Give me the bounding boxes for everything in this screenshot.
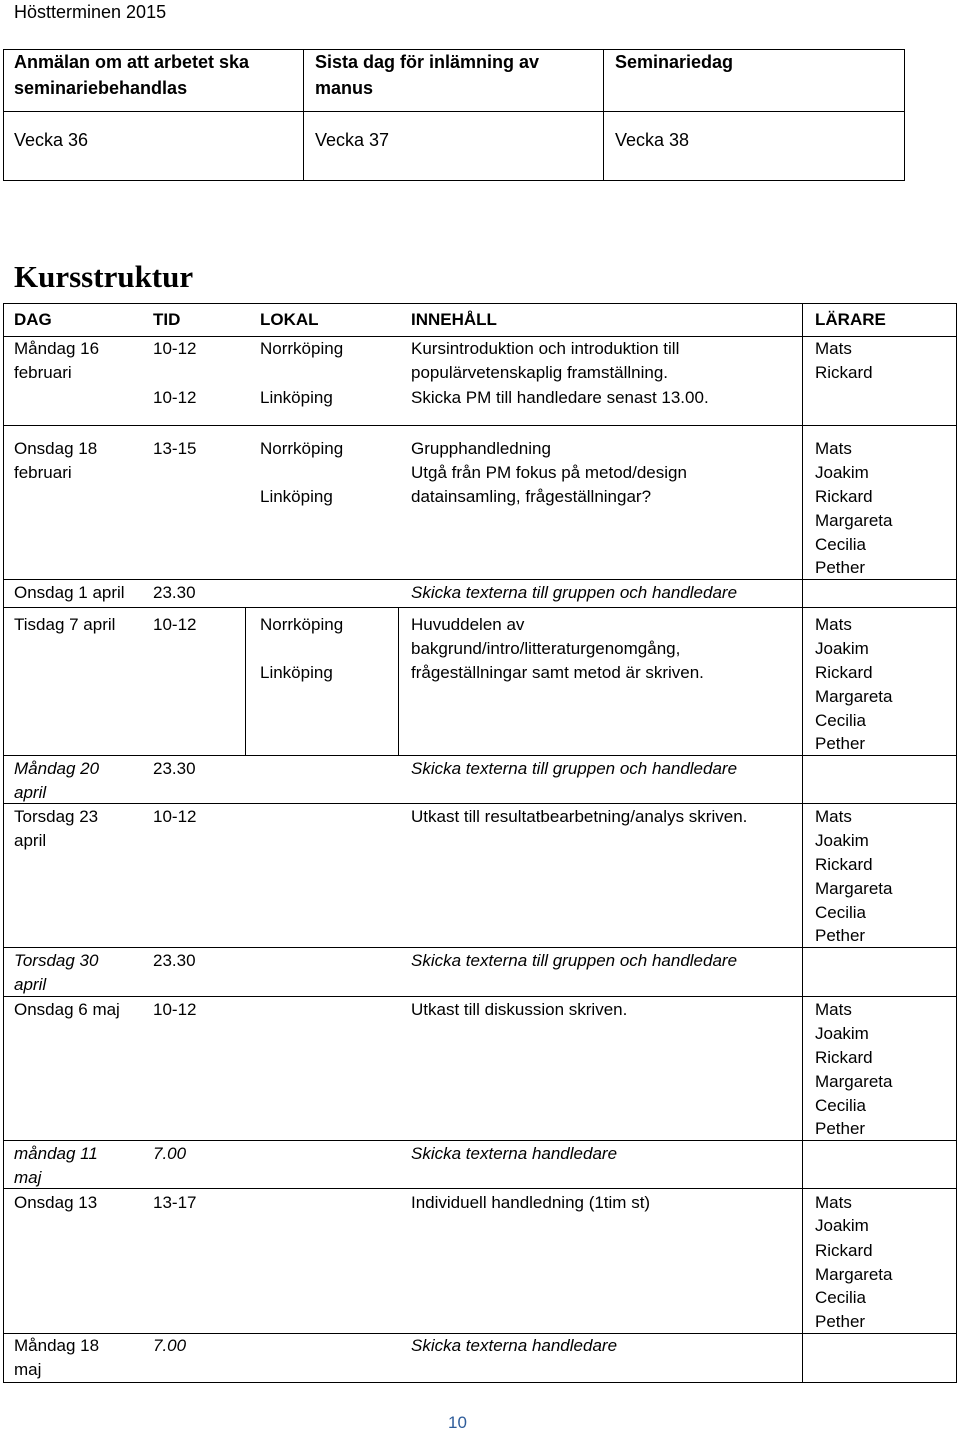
row-day: Måndag 20	[14, 759, 100, 778]
row-teacher: Pether	[815, 558, 866, 577]
row-content: Skicka texterna handledare	[411, 1144, 618, 1163]
row-teacher: Mats	[815, 439, 852, 458]
deadline-value-registration: Vecka 36	[14, 130, 89, 150]
deadline-header-manuscript: Sista dag för inlämning av manus	[315, 52, 540, 98]
deadline-value-seminar: Vecka 38	[615, 130, 690, 150]
row-content: frågeställningar samt metod är skriven.	[411, 663, 704, 682]
row-teacher: Mats	[815, 1000, 852, 1019]
row-teacher: Rickard	[815, 1241, 873, 1260]
row-day: maj	[14, 1168, 42, 1187]
deadline-header-registration: Anmälan om att arbetet ska seminariebehandlas	[14, 52, 250, 98]
row-day: Onsdag 1 april	[14, 583, 125, 602]
row-room: Linköping	[260, 663, 333, 682]
row-teacher: Mats	[815, 615, 852, 634]
row-content: Individuell handledning (1tim st)	[411, 1193, 651, 1212]
row-teacher: Rickard	[815, 487, 873, 506]
row-room: Norrköping	[260, 615, 344, 634]
row-content: Kursintroduktion och introduktion till	[411, 339, 680, 358]
section-title: Kursstruktur	[14, 259, 194, 294]
row-day: Onsdag 13	[14, 1193, 98, 1212]
row-teacher: Cecilia	[815, 1288, 867, 1307]
row-teacher: Mats	[815, 339, 852, 358]
row-content: Skicka texterna till gruppen och handledare	[411, 759, 738, 778]
deadline-header-seminar: Seminariedag	[615, 52, 734, 72]
row-teacher: Joakim	[815, 1024, 869, 1043]
row-teacher: Rickard	[815, 855, 873, 874]
row-teacher: Pether	[815, 1119, 866, 1138]
deadline-value-manuscript: Vecka 37	[315, 130, 390, 150]
row-teacher: Cecilia	[815, 903, 867, 922]
row-teacher: Joakim	[815, 1216, 869, 1235]
row-teacher: Rickard	[815, 1048, 873, 1067]
row-day: Måndag 18	[14, 1336, 100, 1355]
row-teacher: Cecilia	[815, 711, 867, 730]
row-teacher: Mats	[815, 807, 852, 826]
row-teacher: Cecilia	[815, 1096, 867, 1115]
row-time: 7.00	[153, 1144, 187, 1163]
row-time: 10-12	[153, 388, 197, 407]
row-day: Torsdag 23	[14, 807, 99, 826]
row-time: 13-17	[153, 1193, 197, 1212]
header-time: TID	[153, 310, 181, 329]
row-content: Huvuddelen av	[411, 615, 525, 634]
row-teacher: Joakim	[815, 831, 869, 850]
row-content: Skicka PM till handledare senast 13.00.	[411, 388, 709, 407]
row-time: 23.30	[153, 759, 196, 778]
row-day: Måndag 16	[14, 339, 100, 358]
row-time: 23.30	[153, 583, 196, 602]
row-teacher: Margareta	[815, 511, 893, 530]
row-teacher: Pether	[815, 734, 866, 753]
row-day: Tisdag 7 april	[14, 615, 116, 634]
row-content: Utkast till resultatbearbetning/analys skriven.	[411, 807, 748, 826]
row-room: Linköping	[260, 388, 333, 407]
row-teacher: Pether	[815, 926, 866, 945]
row-content: populärvetenskaplig framställning.	[411, 363, 669, 382]
row-room: Norrköping	[260, 439, 344, 458]
row-time: 7.00	[153, 1336, 187, 1355]
row-teacher: Rickard	[815, 363, 873, 382]
row-teacher: Margareta	[815, 1265, 893, 1284]
row-day: februari	[14, 363, 72, 382]
term-title: Höstterminen 2015	[14, 2, 167, 22]
header-teachers: LÄRARE	[815, 310, 886, 329]
row-room: Linköping	[260, 487, 333, 506]
row-content: Utkast till diskussion skriven.	[411, 1000, 628, 1019]
row-teacher: Margareta	[815, 1072, 893, 1091]
row-teacher: Joakim	[815, 463, 869, 482]
row-time: 10-12	[153, 615, 197, 634]
row-day: Onsdag 18	[14, 439, 98, 458]
row-content: Skicka texterna handledare	[411, 1336, 618, 1355]
row-day: Onsdag 6 maj	[14, 1000, 120, 1019]
row-day: april	[14, 783, 47, 802]
row-teacher: Margareta	[815, 687, 893, 706]
row-day: Torsdag 30	[14, 951, 99, 970]
row-time: 13-15	[153, 439, 197, 458]
row-content: Skicka texterna till gruppen och handledare	[411, 583, 738, 602]
header-room: LOKAL	[260, 310, 319, 329]
row-time: 10-12	[153, 339, 197, 358]
header-day: DAG	[14, 310, 52, 329]
row-room: Norrköping	[260, 339, 344, 358]
row-time: 10-12	[153, 1000, 197, 1019]
row-teacher: Cecilia	[815, 535, 867, 554]
row-content: Skicka texterna till gruppen och handledare	[411, 951, 738, 970]
row-teacher: Margareta	[815, 879, 893, 898]
row-time: 23.30	[153, 951, 196, 970]
row-content: Utgå från PM fokus på metod/design	[411, 463, 687, 482]
row-day: april	[14, 975, 47, 994]
row-content: datainsamling, frågeställningar?	[411, 487, 652, 506]
row-time: 10-12	[153, 807, 197, 826]
header-content: INNEHÅLL	[411, 310, 497, 329]
row-teacher: Joakim	[815, 639, 869, 658]
row-day: måndag 11	[14, 1144, 98, 1163]
page-number: 10	[448, 1413, 467, 1432]
row-teacher: Pether	[815, 1312, 866, 1331]
row-teacher: Mats	[815, 1193, 852, 1212]
row-teacher: Rickard	[815, 663, 873, 682]
row-content: bakgrund/intro/litteraturgenomgång,	[411, 639, 681, 658]
row-content: Grupphandledning	[411, 439, 551, 458]
row-day: maj	[14, 1360, 42, 1379]
row-day: februari	[14, 463, 72, 482]
row-day: april	[14, 831, 47, 850]
